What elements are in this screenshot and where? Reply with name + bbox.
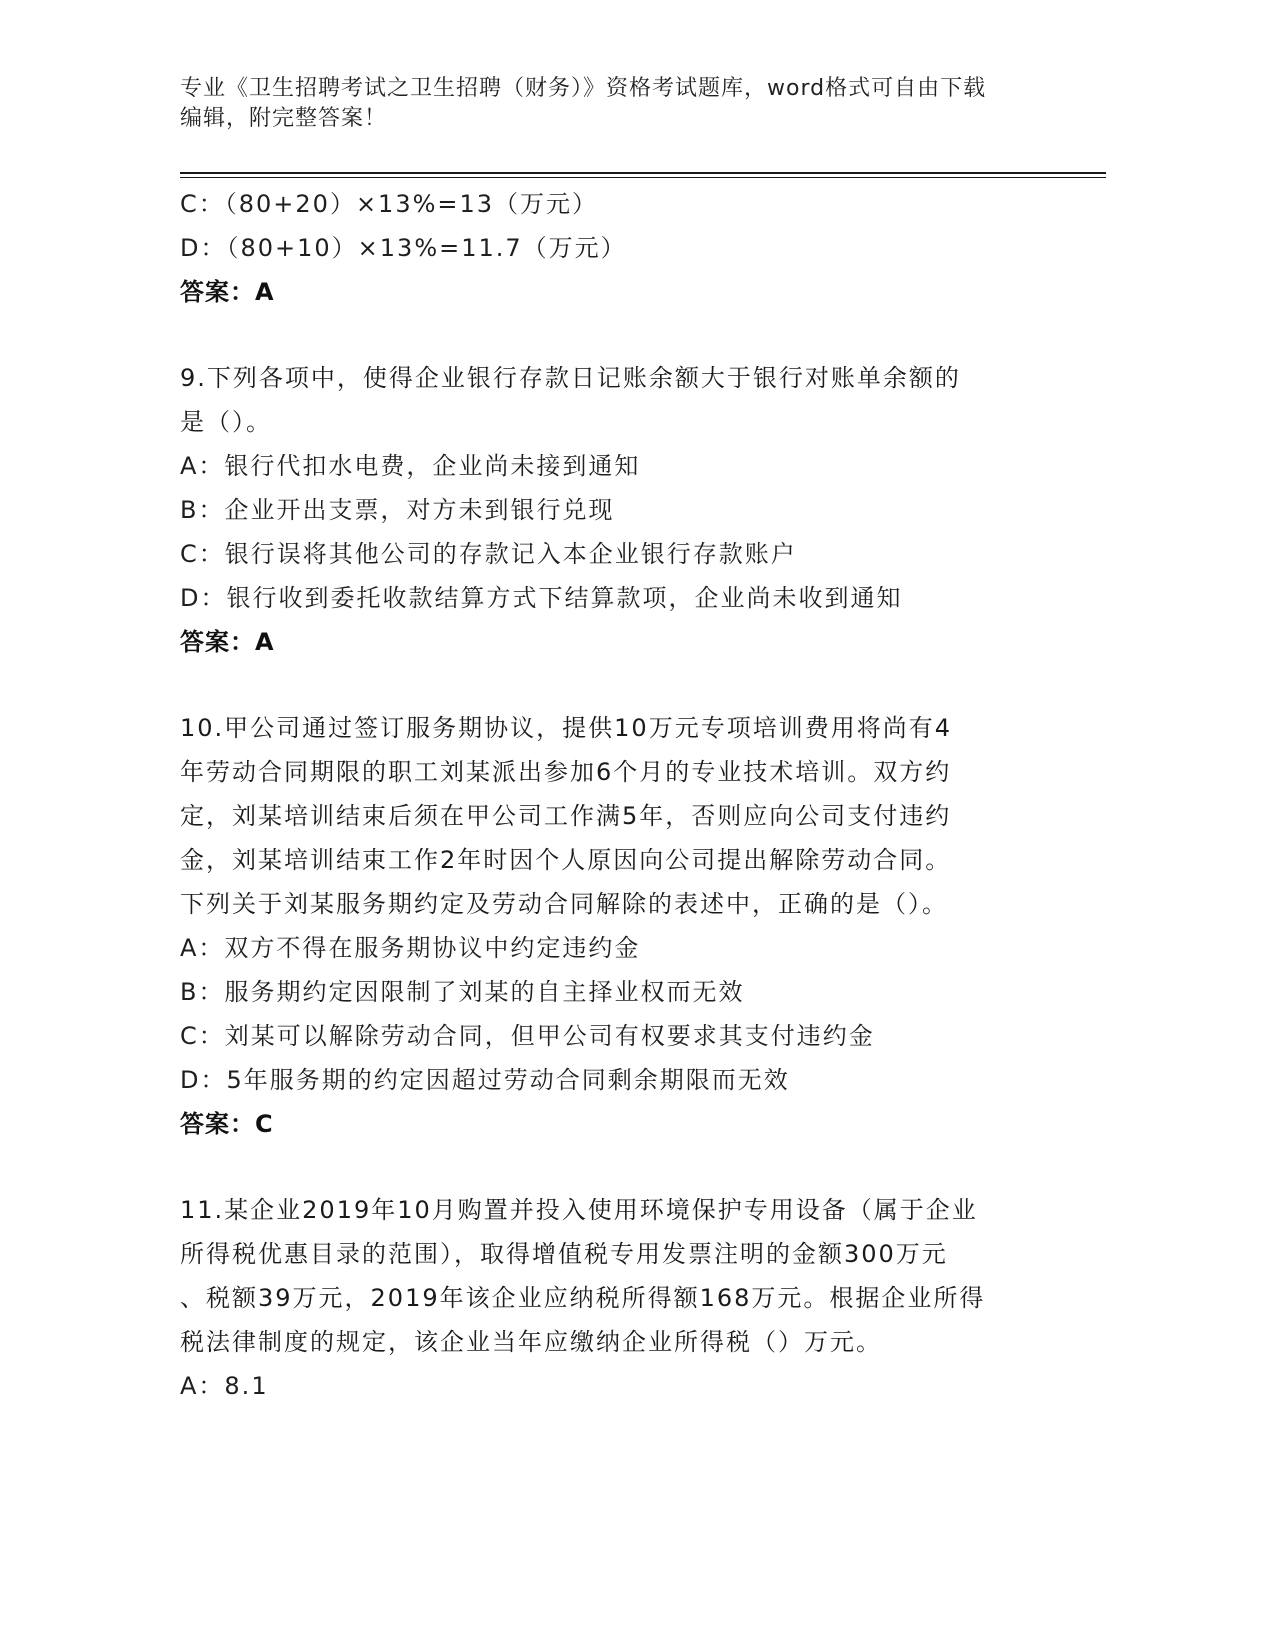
- question-stem-line: 所得税优惠目录的范围），取得增值税专用发票注明的金额300万元: [180, 1240, 948, 1268]
- question-10: [180, 706, 1040, 1146]
- option-d: D：5年服务期的约定因超过劳动合同剩余期限而无效: [180, 1066, 790, 1094]
- option-a: A：8.1: [180, 1372, 269, 1400]
- option-b: B：企业开出支票，对方未到银行兑现: [180, 496, 615, 524]
- question-stem-line: 金，刘某培训结束工作2年时因个人原因向公司提出解除劳动合同。: [180, 846, 952, 874]
- option-d: D：银行收到委托收款结算方式下结算款项，企业尚未收到通知: [180, 584, 903, 612]
- header-rule-thin: [180, 177, 1106, 178]
- question-9: [180, 356, 1040, 664]
- header-rule-thick: [180, 172, 1106, 174]
- answer: 答案：A: [180, 278, 275, 306]
- question-8: [180, 182, 1040, 314]
- document-body: [180, 182, 1040, 1408]
- document-header: [180, 74, 1060, 134]
- question-stem-line: 是（）。: [180, 408, 272, 436]
- question-stem-line: 9.下列各项中，使得企业银行存款日记账余额大于银行对账单余额的: [180, 364, 961, 392]
- option-c: C：（80+20）×13%=13（万元）: [180, 190, 599, 218]
- option-c: C：银行误将其他公司的存款记入本企业银行存款账户: [180, 540, 797, 568]
- question-stem-line: 10.甲公司通过签订服务期协议，提供10万元专项培训费用将尚有4: [180, 714, 952, 742]
- header-line-2: 编辑，附完整答案！: [180, 106, 388, 131]
- answer: 答案：A: [180, 628, 275, 656]
- answer: 答案：C: [180, 1110, 274, 1138]
- question-stem-line: 年劳动合同期限的职工刘某派出参加6个月的专业技术培训。双方约: [180, 758, 952, 786]
- option-a: A：双方不得在服务期协议中约定违约金: [180, 934, 641, 962]
- header-line-1: 专业《卫生招聘考试之卫生招聘（财务）》资格考试题库，word格式可自由下载: [180, 76, 987, 101]
- option-d: D：（80+10）×13%=11.7（万元）: [180, 234, 627, 262]
- question-stem-line: 税法律制度的规定，该企业当年应缴纳企业所得税（）万元。: [180, 1328, 882, 1356]
- question-stem-line: 下列关于刘某服务期约定及劳动合同解除的表述中，正确的是（）。: [180, 890, 948, 918]
- question-stem-line: 定，刘某培训结束后须在甲公司工作满5年，否则应向公司支付违约: [180, 802, 952, 830]
- question-stem-line: 、税额39万元，2019年该企业应纳税所得额168万元。根据企业所得: [180, 1284, 986, 1312]
- question-stem-line: 11.某企业2019年10月购置并投入使用环境保护专用设备（属于企业: [180, 1196, 978, 1224]
- option-a: A：银行代扣水电费，企业尚未接到通知: [180, 452, 641, 480]
- option-b: B：服务期约定因限制了刘某的自主择业权而无效: [180, 978, 745, 1006]
- question-11: [180, 1188, 1040, 1408]
- option-c: C：刘某可以解除劳动合同，但甲公司有权要求其支付违约金: [180, 1022, 875, 1050]
